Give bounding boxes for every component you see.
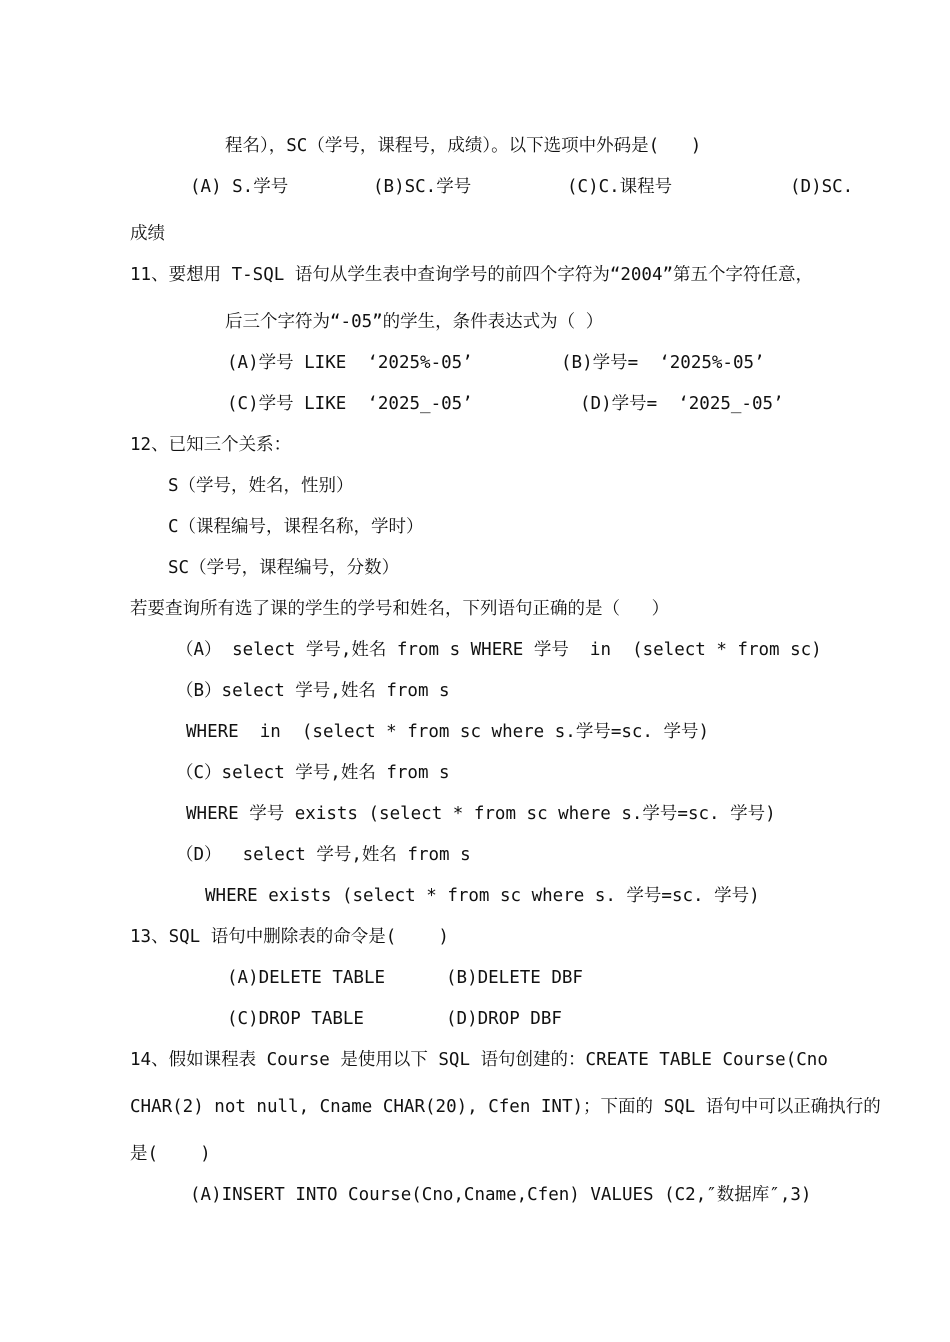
q12-option-b-continued: WHERE in (select * from sc where s.学号=sc. 学号) <box>186 722 710 742</box>
q14-option-a: (A)INSERT INTO Course(Cno,Cname,Cfen) VALUES (C2,″数据库″,3) <box>190 1185 812 1205</box>
q13-option-a: (A)DELETE TABLE <box>227 968 386 988</box>
q12-question: 若要查询所有选了课的学生的学号和姓名，下列语句正确的是（ ） <box>130 599 670 619</box>
q11-stem: 11、要想用 T-SQL 语句从学生表中查询学号的前四个字符为“2004”第五个字符任意， <box>130 265 814 285</box>
q12-option-d: （D） select 学号,姓名 from s <box>176 845 471 865</box>
q10-stem-continued: 程名），SC（学号，课程号，成绩）。以下选项中外码是( ) <box>225 136 702 156</box>
q13-option-d: (D)DROP DBF <box>446 1009 562 1029</box>
q11-option-c: (C)学号 LIKE ‘2025_-05’ <box>227 394 473 414</box>
q12-stem: 12、已知三个关系： <box>130 435 292 455</box>
q10-option-d-continued: 成绩 <box>130 224 165 244</box>
q12-option-c-continued: WHERE 学号 exists (select * from sc where s.学号=sc. 学号) <box>186 804 776 824</box>
q12-option-d-continued: WHERE exists (select * from sc where s. 学号=sc. 学号) <box>205 886 760 906</box>
q14-stem-continued: CHAR(2) not null, Cname CHAR(20), Cfen INT)；下面的 SQL 语句中可以正确执行的 <box>130 1097 881 1117</box>
q13-option-c: (C)DROP TABLE <box>227 1009 364 1029</box>
q11-option-d: (D)学号= ‘2025_-05’ <box>580 394 784 414</box>
q12-option-c: （C）select 学号,姓名 from s <box>176 763 450 783</box>
q10-option-d: (D)SC. <box>790 177 854 197</box>
q11-stem-continued: 后三个字符为“-05”的学生，条件表达式为（ ） <box>225 312 604 332</box>
q12-relation-sc: SC（学号，课程编号，分数） <box>168 558 400 578</box>
q11-option-a: (A)学号 LIKE ‘2025%-05’ <box>227 353 473 373</box>
q10-option-c: (C)C.课程号 <box>567 177 673 197</box>
q11-option-b: (B)学号= ‘2025%-05’ <box>561 353 765 373</box>
q13-stem: 13、SQL 语句中删除表的命令是( ) <box>130 927 449 947</box>
q12-relation-c: C（课程编号，课程名称，学时） <box>168 517 424 537</box>
q13-option-b: (B)DELETE DBF <box>446 968 583 988</box>
q10-option-a: (A) S.学号 <box>190 177 289 197</box>
q10-option-b: (B)SC.学号 <box>373 177 472 197</box>
q14-stem: 14、假如课程表 Course 是使用以下 SQL 语句创建的：CREATE TABLE Course(Cno <box>130 1050 828 1070</box>
q12-option-a: （A） select 学号,姓名 from s WHERE 学号 in (select * from sc) <box>176 640 822 660</box>
q12-option-b: （B）select 学号,姓名 from s <box>176 681 450 701</box>
q14-stem-end: 是( ) <box>130 1144 211 1164</box>
q12-relation-s: S（学号，姓名，性别） <box>168 476 354 496</box>
